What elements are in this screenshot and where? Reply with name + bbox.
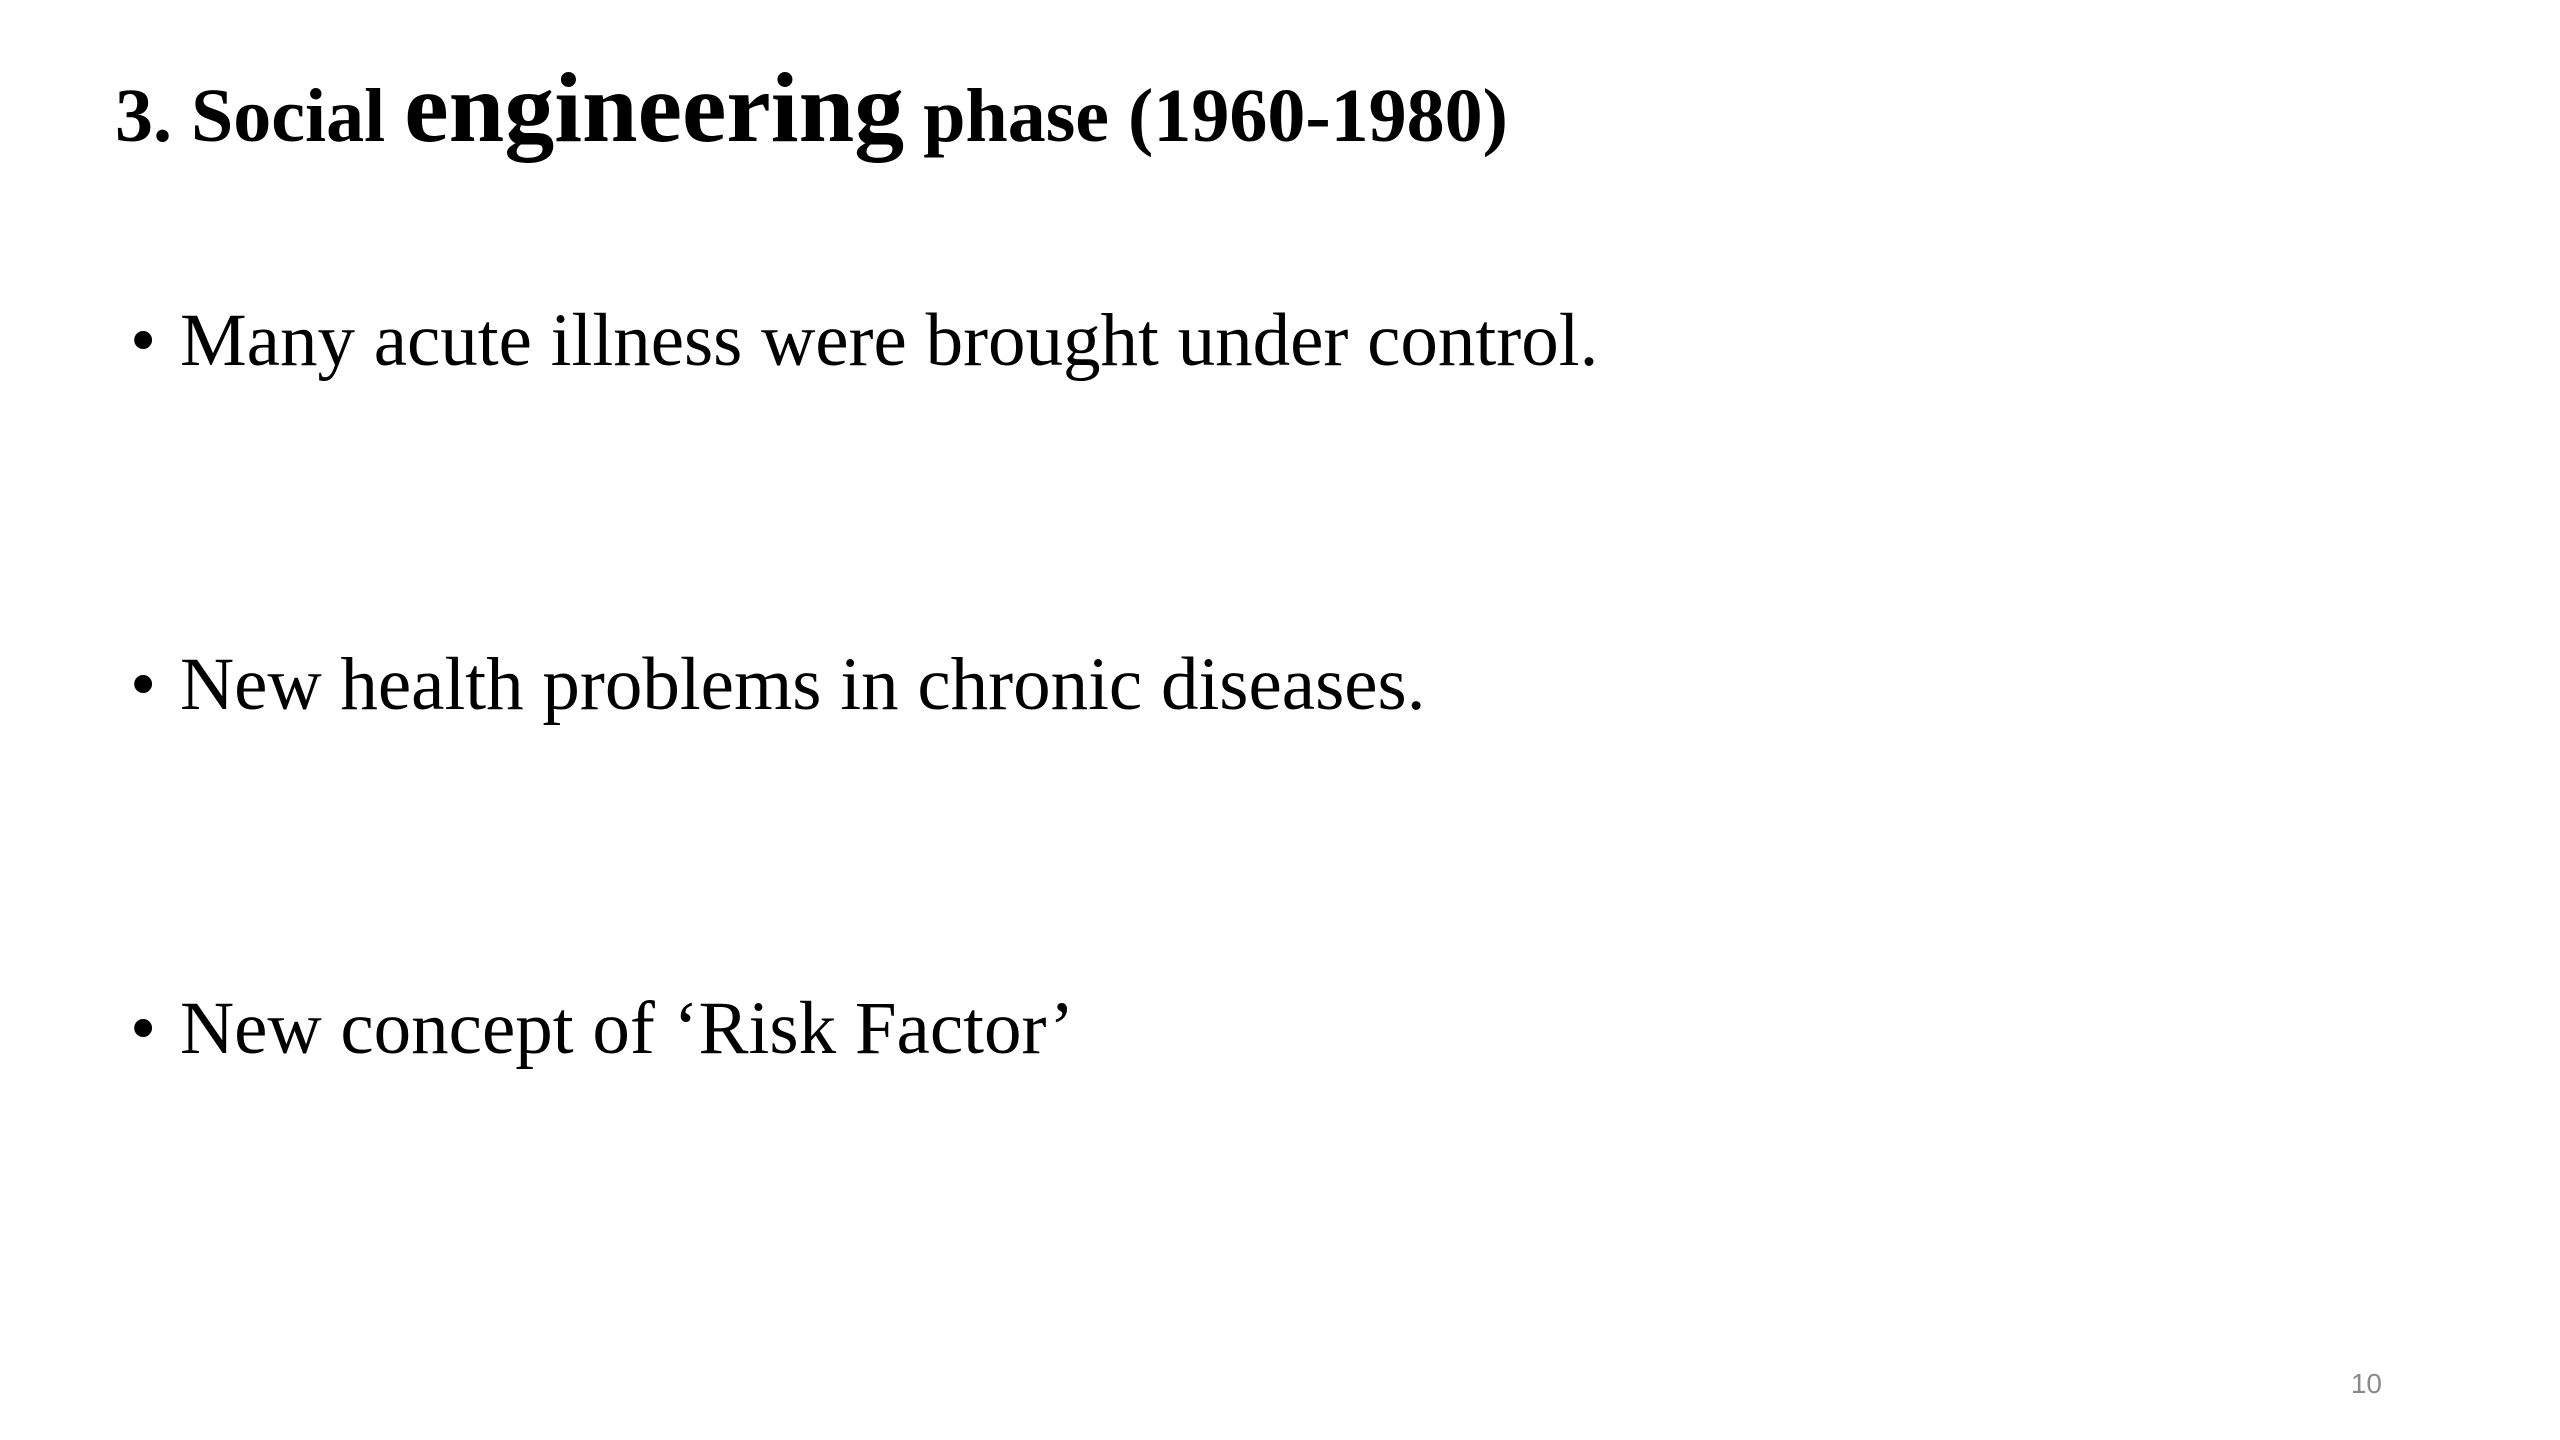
page-number: 10 [2350, 1368, 2382, 1399]
bullet-item [130, 300, 1598, 644]
bullet-item [130, 644, 1598, 988]
title-part-2: engineering [404, 52, 905, 163]
title-part-1: 3. Social [115, 74, 405, 158]
bullet-marker: • [130, 643, 157, 726]
slide-title [115, 50, 1508, 165]
bullet-text: Many acute illness were brought under control. [180, 299, 1599, 382]
bullet-marker: • [130, 987, 157, 1070]
bullet-list [130, 300, 1598, 1332]
title-part-3: phase (1960-1980) [904, 74, 1508, 158]
bullet-item [130, 988, 1598, 1332]
bullet-text: New health problems in chronic diseases. [180, 643, 1426, 726]
bullet-text: New concept of ‘Risk Factor’ [180, 987, 1075, 1070]
bullet-marker: • [130, 299, 157, 382]
